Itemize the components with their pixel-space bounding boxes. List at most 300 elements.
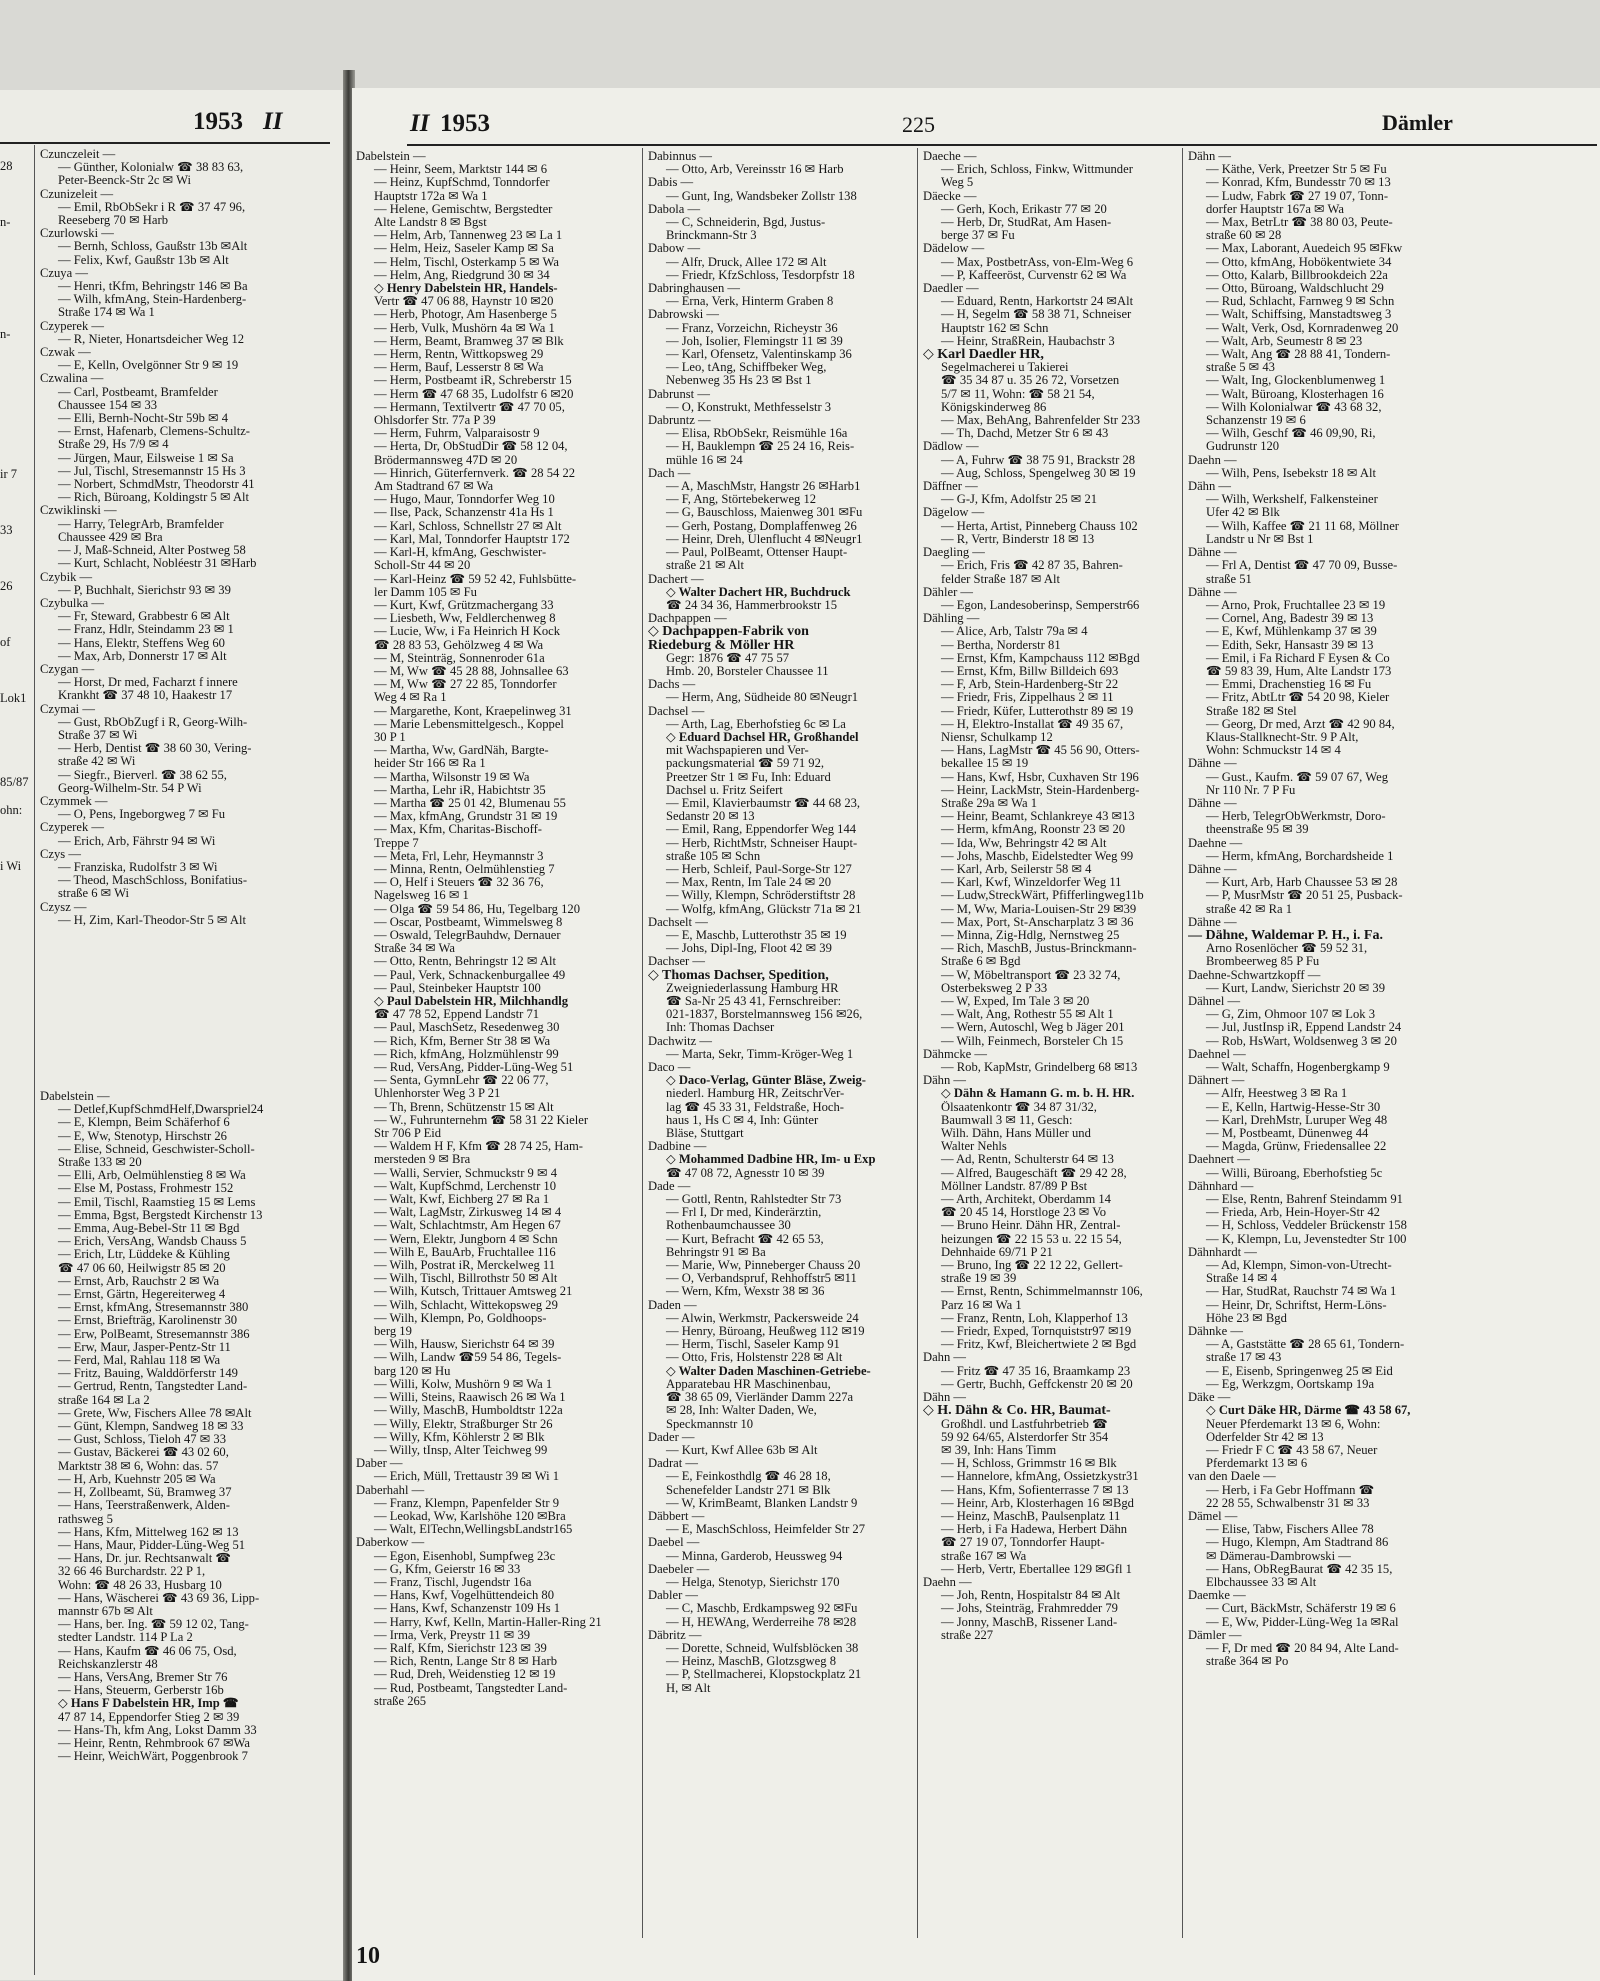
directory-entry: Speckmannstr 10 bbox=[666, 1417, 754, 1431]
directory-entry: — Franziska, Rudolfstr 3 ✉ Wi bbox=[58, 860, 218, 874]
directory-entry: — Ernst, Rentn, Schimmelmannstr 106, bbox=[941, 1285, 1143, 1299]
directory-entry: Königskinderweg 86 bbox=[941, 400, 1047, 414]
directory-entry: — Walli, Servier, Schmuckstr 9 ✉ 4 bbox=[374, 1166, 557, 1180]
directory-entry: — H, Segelm ☎ 58 38 71, Schneiser bbox=[941, 308, 1132, 322]
directory-entry: H, ✉ Alt bbox=[666, 1681, 711, 1695]
left-column-rule bbox=[34, 145, 35, 1975]
directory-entry: — Franz, Vorzeichn, Richeystr 36 bbox=[666, 321, 838, 335]
directory-entry: — H, Schloss, Veddeler Brückenstr 158 bbox=[1206, 1219, 1407, 1233]
directory-entry: — Herm, Rentn, Wittkopsweg 29 bbox=[374, 348, 544, 362]
column-rule-1 bbox=[642, 148, 643, 1938]
directory-entry: — Aug, Schloss, Spengelweg 30 ✉ 19 bbox=[941, 466, 1136, 480]
directory-entry: — P, Buchhalt, Sierichstr 93 ✉ 39 bbox=[58, 583, 231, 597]
directory-entry: rathsweg 5 bbox=[58, 1512, 113, 1526]
directory-entry: — Wern, Autoschl, Weg b Jäger 201 bbox=[941, 1021, 1125, 1035]
directory-entry: 5/7 ✉ 11, Wohn: ☎ 58 21 54, bbox=[941, 387, 1095, 401]
directory-entry: Nr 110 Nr. 7 P Fu bbox=[1206, 783, 1296, 797]
surname-heading: van den Daele — bbox=[1188, 1470, 1276, 1484]
directory-entry: ☎ 59 83 39, Hum, Alte Landstr 173 bbox=[1206, 664, 1392, 678]
surname-heading: Dabola — bbox=[648, 202, 701, 216]
directory-entry: — H, Zollbeamt, Sü, Bramweg 37 bbox=[58, 1486, 232, 1500]
directory-entry: — Wilh, Hausw, Sierichstr 64 ✉ 39 bbox=[374, 1338, 555, 1352]
directory-entry: — Alfr, Heestweg 3 ✉ Ra 1 bbox=[1206, 1087, 1348, 1101]
directory-entry: — Else M, Postass, Frohmestr 152 bbox=[58, 1182, 234, 1196]
directory-entry: dorfer Hauptstr 167a ✉ Wa bbox=[1206, 202, 1345, 216]
surname-heading: Däke — bbox=[1188, 1391, 1231, 1405]
directory-entry: Wohn: Schmuckstr 14 ✉ 4 bbox=[1206, 744, 1341, 758]
directory-entry: straße 21 ✉ Alt bbox=[666, 559, 745, 573]
directory-entry: — Erich, Schloss, Finkw, Wittmunder bbox=[941, 163, 1133, 177]
directory-entry: Hauptstr 162 ✉ Schn bbox=[941, 321, 1049, 335]
directory-entry: — Heinr, WeichWärt, Poggenbrook 7 bbox=[58, 1750, 248, 1764]
directory-entry: — Erna, Verk, Hinterm Graben 8 bbox=[666, 295, 834, 309]
surname-heading: Dabow — bbox=[648, 242, 701, 256]
left-page bbox=[0, 90, 345, 1980]
directory-entry: — Hans, Wäscherei ☎ 43 69 36, Lipp- bbox=[58, 1591, 260, 1605]
directory-entry: ☎ 20 45 14, Horstloge 23 ✉ Vo bbox=[941, 1206, 1107, 1220]
directory-entry: — Emil, Rang, Eppendorfer Weg 144 bbox=[666, 823, 857, 837]
directory-entry: — Carl, Postbeamt, Bramfelder bbox=[58, 385, 218, 399]
directory-entry: — Erich, VersAng, Wandsb Chauss 5 bbox=[58, 1235, 247, 1249]
surname-heading: Dadrat — bbox=[648, 1457, 699, 1471]
right-column-4 bbox=[1188, 150, 1446, 1668]
directory-entry: Ufer 42 ✉ Blk bbox=[1206, 506, 1280, 520]
directory-entry: — Ferd, Mal, Rahlau 118 ✉ Wa bbox=[58, 1354, 221, 1368]
directory-entry: — Fritz, Kwf, Bleichertwiete 2 ✉ Bgd bbox=[941, 1338, 1137, 1352]
directory-entry: — Irma, Verk, Preystr 11 ✉ 39 bbox=[374, 1628, 531, 1642]
directory-entry: Straße 6 ✉ Bgd bbox=[941, 955, 1021, 969]
directory-entry: — Oswald, TelegrBauhdw, Dernauer bbox=[374, 928, 561, 942]
directory-entry: — Arth, Lag, Eberhofstieg 6c ✉ La bbox=[666, 717, 846, 731]
directory-entry: — Gust, RbObZugf i R, Georg-Wilh- bbox=[58, 715, 248, 729]
surname-heading: Dachsel — bbox=[648, 704, 705, 718]
directory-entry: — Herta, Dr, ObStudDir ☎ 58 12 04, bbox=[374, 440, 568, 454]
surname-heading: Czuya — bbox=[40, 266, 88, 280]
directory-entry: — Hans, ObRegBaurat ☎ 42 35 15, bbox=[1206, 1562, 1393, 1576]
directory-entry: — Th, Dachd, Metzer Str 6 ✉ 43 bbox=[941, 427, 1109, 441]
directory-entry: Pferdemarkt 13 ✉ 6 bbox=[1206, 1457, 1308, 1471]
directory-entry: — Karl-H, kfmAng, Geschwister- bbox=[374, 546, 547, 560]
directory-entry: — Egon, Eisenhobl, Sumpfweg 23c bbox=[374, 1549, 556, 1563]
directory-entry: — E, Kwf, Mühlenkamp 37 ✉ 39 bbox=[1206, 625, 1377, 639]
directory-entry: — Paul, Steinbeker Hauptstr 100 bbox=[374, 981, 541, 995]
firm-entry: ◇ Mohammed Dadbine HR, Im- u Exp bbox=[666, 1153, 876, 1167]
directory-entry: — Rich, MaschB, Justus-Brinckmann- bbox=[941, 942, 1137, 956]
directory-entry: — E, Klempn, Beim Schäferhof 6 bbox=[58, 1116, 230, 1130]
directory-entry: — Fritz, Bauing, Walddörferstr 149 bbox=[58, 1367, 238, 1381]
surname-heading: Dädelow — bbox=[923, 242, 985, 256]
directory-entry: Schenefelder Landstr 271 ✉ Blk bbox=[666, 1483, 831, 1497]
directory-entry: — O, Verbandspruf, Rehhoffstr5 ✉11 bbox=[666, 1272, 857, 1286]
surname-heading: Dabinnus — bbox=[648, 150, 713, 163]
directory-entry: mühle 16 ✉ 24 bbox=[666, 453, 743, 467]
directory-entry: — Olga ☎ 59 54 86, Hu, Tegelbarg 120 bbox=[374, 902, 581, 916]
edge-fragment bbox=[0, 244, 34, 272]
directory-entry: — Max, PostbetrAss, von-Elm-Weg 6 bbox=[941, 255, 1134, 269]
directory-entry: — Gertrud, Rentn, Tangstedter Land- bbox=[58, 1380, 248, 1394]
directory-entry: — Elisa, RbObSekr, Reismühle 16a bbox=[666, 427, 848, 441]
directory-entry: — Leo, tAng, Schiffbeker Weg, bbox=[666, 361, 827, 375]
directory-entry: — C, Maschb, Erdkampsweg 92 ✉Fu bbox=[666, 1602, 858, 1616]
directory-entry: — Herb, i Fa Hadewa, Herbert Dähn bbox=[941, 1523, 1128, 1537]
directory-entry: — Otto, Fris, Holstenstr 228 ✉ Alt bbox=[666, 1351, 843, 1365]
directory-entry: — Franz, Tischl, Jugendstr 16a bbox=[374, 1575, 532, 1589]
directory-entry: Straße 29, Hs 7/9 ✉ 4 bbox=[58, 438, 169, 452]
directory-entry: — Bertha, Norderstr 81 bbox=[941, 638, 1061, 652]
directory-entry: — Walt, Ang ☎ 28 88 41, Tondern- bbox=[1206, 348, 1391, 362]
directory-entry: Brinckmann-Str 3 bbox=[666, 229, 757, 243]
firm-entry: ◇ Walter Dachert HR, Buchdruck bbox=[666, 585, 851, 599]
directory-entry: — A, Gaststätte ☎ 28 65 61, Tondern- bbox=[1206, 1338, 1405, 1352]
directory-entry: — Willy, Klempn, Schröderstiftstr 28 bbox=[666, 889, 856, 903]
edge-fragment bbox=[0, 664, 34, 692]
surname-heading: Daebel — bbox=[648, 1536, 700, 1550]
directory-entry: — Heinr, Dreh, Ulenflucht 4 ✉Neugr1 bbox=[666, 532, 863, 546]
directory-entry: — Georg, Dr med, Arzt ☎ 42 90 84, bbox=[1206, 717, 1395, 731]
directory-entry: — W, Möbeltransport ☎ 23 32 74, bbox=[941, 968, 1121, 982]
surname-heading: Dadbine — bbox=[648, 1140, 707, 1154]
directory-entry: — Frieda, Arb, Hein-Hoyer-Str 42 bbox=[1206, 1206, 1380, 1220]
directory-entry: — Emmi, Drachenstieg 16 ✉ Fu bbox=[1206, 678, 1372, 692]
directory-entry: — Margarethe, Kont, Kraepelinweg 31 bbox=[374, 704, 572, 718]
directory-entry: — P, Kaffeeröst, Curvenstr 62 ✉ Wa bbox=[941, 268, 1127, 282]
directory-entry: — J, Maß-Schneid, Alter Postweg 58 bbox=[58, 544, 246, 558]
directory-entry: packungsmaterial ☎ 59 71 92, bbox=[666, 757, 825, 771]
surname-heading: Dahn — bbox=[923, 1351, 967, 1365]
firm-entry: ◇ Eduard Dachsel HR, Großhandel bbox=[666, 730, 859, 744]
directory-entry: — Walt, KupfSchmd, Lerchenstr 10 bbox=[374, 1179, 557, 1193]
directory-entry: — Rud, Schlacht, Farnweg 9 ✉ Schn bbox=[1206, 295, 1395, 309]
directory-entry: — Otto, Büroang, Waldschlucht 29 bbox=[1206, 282, 1384, 296]
edge-fragment: i Wi bbox=[0, 859, 22, 873]
directory-entry: — Karl, Arb, Seilerstr 58 ✉ 4 bbox=[941, 862, 1092, 876]
directory-entry: — Ernst, Kfm, Kampchauss 112 ✉Bgd bbox=[941, 651, 1140, 665]
directory-entry: Dachsel u. Fritz Seifert bbox=[666, 783, 783, 797]
directory-entry: — Egon, Landesoberinsp, Semperstr66 bbox=[941, 598, 1140, 612]
directory-entry: — C, Schneiderin, Bgd, Justus- bbox=[666, 216, 826, 230]
directory-entry: Baumwall 3 ✉ 11, Gesch: bbox=[941, 1113, 1073, 1127]
directory-entry: — Herb, RichtMstr, Schneiser Haupt- bbox=[666, 836, 858, 850]
directory-entry: — P, MusrMstr ☎ 20 51 25, Pusback- bbox=[1206, 889, 1403, 903]
directory-entry: — Gottl, Rentn, Rahlstedter Str 73 bbox=[666, 1193, 842, 1207]
right-header-roman: II bbox=[410, 110, 430, 137]
directory-entry: — Walt, Verk, Osd, Kornradenweg 20 bbox=[1206, 321, 1399, 335]
directory-entry: — Walt, Schlachtmstr, Am Hegen 67 bbox=[374, 1219, 561, 1233]
surname-heading: Dabelstein — bbox=[40, 1090, 110, 1103]
directory-entry: — Hans, LagMstr ☎ 45 56 90, Otters- bbox=[941, 744, 1140, 758]
surname-heading: Daden — bbox=[648, 1298, 697, 1312]
directory-entry: haus 1, Hs C ✉ 4, Inh: Günter bbox=[666, 1113, 819, 1127]
directory-entry: — Herb, Dentist ☎ 38 60 30, Vering- bbox=[58, 742, 252, 756]
surname-heading: Dabringhausen — bbox=[648, 282, 740, 296]
directory-entry: — Eg, Werkzgm, Oortskamp 19a bbox=[1206, 1377, 1375, 1391]
directory-entry: — Helm, Heiz, Saseler Kamp ✉ Sa bbox=[374, 242, 554, 256]
directory-entry: — E, MaschSchloss, Heimfelder Str 27 bbox=[666, 1523, 866, 1537]
directory-entry: — Wilh, Feinmech, Borsteler Ch 15 bbox=[941, 1034, 1124, 1048]
surname-heading: Czybulka — bbox=[40, 596, 105, 610]
directory-entry: — Fritz, AbtLtr ☎ 54 20 98, Kieler bbox=[1206, 691, 1390, 705]
directory-entry: Brombeerweg 85 P Fu bbox=[1206, 955, 1320, 969]
directory-entry: — Frl A, Dentist ☎ 47 70 09, Busse- bbox=[1206, 559, 1398, 573]
surname-heading: Czurlowski — bbox=[40, 227, 114, 241]
directory-entry: — O, Konstrukt, Methfesselstr 3 bbox=[666, 400, 832, 414]
directory-entry: Straße 174 ✉ Wa 1 bbox=[58, 306, 155, 320]
directory-entry: — Theod, MaschSchloss, Bonifatius- bbox=[58, 874, 248, 888]
directory-entry: — Bernh, Schloss, Gaußstr 13b ✉Alt bbox=[58, 240, 248, 254]
directory-entry: — Hans, Kfm, Sofienterrasse 7 ✉ 13 bbox=[941, 1483, 1129, 1497]
surname-heading: Dabelstein — bbox=[356, 150, 426, 163]
surname-heading: Daber — bbox=[356, 1457, 403, 1471]
directory-entry: theenstraße 95 ✉ 39 bbox=[1206, 823, 1309, 837]
left-header-rule bbox=[0, 142, 330, 144]
directory-entry: — Grete, Ww, Fischers Allee 78 ✉Alt bbox=[58, 1406, 252, 1420]
edge-fragment: ir 7 bbox=[0, 467, 18, 481]
edge-fragment bbox=[0, 916, 34, 944]
directory-entry: Krankht ☎ 37 48 10, Haakestr 17 bbox=[58, 689, 233, 703]
edge-fragment: 33 bbox=[0, 523, 13, 537]
surname-heading: Dähmcke — bbox=[923, 1047, 987, 1061]
directory-entry: — Walt, Ang, Rothestr 55 ✉ Alt 1 bbox=[941, 1008, 1114, 1022]
surname-heading: Daebeler — bbox=[648, 1562, 710, 1576]
directory-entry: Inh: Thomas Dachser bbox=[666, 1021, 775, 1035]
directory-entry: straße 42 ✉ Wi bbox=[58, 755, 136, 769]
right-page bbox=[352, 88, 1600, 1981]
directory-entry: — Kurt, Landw, Sierichstr 20 ✉ 39 bbox=[1206, 981, 1386, 995]
directory-entry: Str 706 P Eid bbox=[374, 1127, 442, 1141]
directory-entry: Niensr, Schulkamp 12 bbox=[941, 730, 1053, 744]
directory-entry: — Eduard, Rentn, Harkortstr 24 ✉Alt bbox=[941, 295, 1134, 309]
directory-entry: Straße 133 ✉ 20 bbox=[58, 1156, 142, 1170]
directory-entry: 59 92 64/65, Alsterdorfer Str 354 bbox=[941, 1430, 1109, 1444]
directory-entry: — Konrad, Kfm, Bundesstr 70 ✉ 13 bbox=[1206, 176, 1391, 190]
directory-entry: — Wilh, Schlacht, Wittekopsweg 29 bbox=[374, 1298, 558, 1312]
edge-fragment: of bbox=[0, 635, 11, 649]
directory-entry: — Alice, Arb, Talstr 79a ✉ 4 bbox=[941, 625, 1088, 639]
directory-entry: — F, Ang, Störtebekerweg 12 bbox=[666, 493, 817, 507]
directory-entry: — Karl, Schloss, Schnellstr 27 ✉ Alt bbox=[374, 519, 562, 533]
directory-entry: Gegr: 1876 ☎ 47 75 57 bbox=[666, 651, 790, 665]
directory-entry: — Wilh, Werkshelf, Falkensteiner bbox=[1206, 493, 1378, 507]
directory-entry: Hmb. 20, Borsteler Chaussee 11 bbox=[666, 664, 829, 678]
surname-heading: Dähnhard — bbox=[1188, 1179, 1254, 1193]
directory-entry: Preetzer Str 1 ✉ Fu, Inh: Eduard bbox=[666, 770, 831, 784]
directory-entry: stedter Landstr. 114 P La 2 bbox=[58, 1631, 193, 1645]
directory-entry: Vertr ☎ 47 06 88, Haynstr 10 ✉20 bbox=[374, 295, 554, 309]
directory-entry: — Wern, Kfm, Wexstr 38 ✉ 36 bbox=[666, 1285, 825, 1299]
directory-entry: — Marie Lebensmittelgesch., Koppel bbox=[374, 717, 564, 731]
directory-entry: Ohlsdorfer Str. 77a P 39 bbox=[374, 414, 496, 428]
firm-entry: ◇ Karl Daedler HR, bbox=[923, 348, 1044, 362]
directory-entry: — Walt, Ing, Glockenblumenweg 1 bbox=[1206, 374, 1386, 388]
surname-heading: Däffner — bbox=[923, 480, 978, 494]
directory-entry: Hauptstr 172a ✉ Wa 1 bbox=[374, 189, 488, 203]
directory-entry: Straße 37 ✉ Wi bbox=[58, 728, 138, 742]
directory-entry: Chaussee 429 ✉ Bra bbox=[58, 530, 163, 544]
surname-heading: Dähne — bbox=[1188, 915, 1237, 929]
directory-entry: berg 19 bbox=[374, 1325, 412, 1339]
directory-entry: — Helm, Arb, Tannenweg 23 ✉ La 1 bbox=[374, 229, 563, 243]
directory-entry: straße 51 bbox=[1206, 572, 1252, 586]
edge-fragment bbox=[0, 944, 34, 972]
right-column-1 bbox=[356, 150, 640, 1708]
directory-entry: — Arno, Prok, Fruchtallee 23 ✉ 19 bbox=[1206, 598, 1386, 612]
directory-entry: Neuer Pferdemarkt 13 ✉ 6, Wohn: bbox=[1206, 1417, 1381, 1431]
directory-entry: ☎ 24 34 36, Hammerbrookstr 15 bbox=[666, 598, 837, 612]
directory-entry: — Gunt, Ing, Wandsbeker Zollstr 138 bbox=[666, 189, 857, 203]
directory-entry: straße 227 bbox=[941, 1628, 994, 1642]
directory-entry: — Ernst, kfmAng, Stresemannstr 380 bbox=[58, 1301, 249, 1315]
directory-entry: — Horst, Dr med, Facharzt f innere bbox=[58, 676, 238, 690]
edge-fragment: ohn: bbox=[0, 803, 23, 817]
surname-heading: Dach — bbox=[648, 466, 691, 480]
directory-entry: — Gerh, Koch, Erikastr 77 ✉ 20 bbox=[941, 202, 1107, 216]
surname-heading: Daehne — bbox=[1188, 836, 1243, 850]
firm-entry: ◇ Hans F Dabelstein HR, Imp ☎ bbox=[58, 1697, 239, 1711]
directory-entry: Höhe 23 ✉ Bgd bbox=[1206, 1311, 1287, 1325]
directory-entry: — Rich, kfmAng, Holzmühlenstr 99 bbox=[374, 1047, 559, 1061]
directory-entry: — Ernst, Arb, Rauchstr 2 ✉ Wa bbox=[58, 1274, 220, 1288]
directory-entry: — Herb, Dr, StudRat, Am Hasen- bbox=[941, 216, 1112, 230]
directory-entry: Dehnhaide 69/71 P 21 bbox=[941, 1245, 1053, 1259]
directory-entry: Möllner Landstr. 87/89 P Bst bbox=[941, 1179, 1088, 1193]
directory-entry: — Willi, Büroang, Eberhofstieg 5c bbox=[1206, 1166, 1383, 1180]
edge-fragment bbox=[0, 608, 34, 636]
directory-entry: — Günther, Kolonialw ☎ 38 83 63, bbox=[58, 161, 244, 175]
directory-entry: Chaussee 154 ✉ 33 bbox=[58, 398, 158, 412]
directory-entry: — Erich, Fris ☎ 42 87 35, Bahren- bbox=[941, 559, 1123, 573]
directory-entry: Ölsaatenkontr ☎ 34 87 31/32, bbox=[941, 1100, 1097, 1114]
directory-entry: — Rich, Rentn, Lange Str 8 ✉ Harb bbox=[374, 1655, 557, 1669]
directory-entry: — Paul, Verk, Schnackenburgallee 49 bbox=[374, 968, 566, 982]
directory-entry: — Hannelore, kfmAng, Ossietzkystr31 bbox=[941, 1470, 1139, 1484]
directory-entry: — Willy, Kfm, Köhlerstr 2 ✉ Blk bbox=[374, 1430, 545, 1444]
firm-entry: ◇ Daco-Verlag, Günter Bläse, Zweig- bbox=[666, 1074, 866, 1088]
surname-heading: Czyperek — bbox=[40, 821, 104, 835]
surname-heading: Dähnke — bbox=[1188, 1325, 1243, 1339]
directory-entry: — Hans, Kfm, Mittelweg 162 ✉ 13 bbox=[58, 1525, 239, 1539]
surname-heading: Dade — bbox=[648, 1179, 691, 1193]
directory-entry: — Rud, Dreh, Weidenstieg 12 ✉ 19 bbox=[374, 1668, 556, 1682]
directory-entry: — Otto, Kalarb, Billbrookdeich 22a bbox=[1206, 268, 1388, 282]
surname-heading: Czymai — bbox=[40, 702, 95, 716]
edge-fragment bbox=[0, 748, 34, 776]
directory-entry: — Wilh E, BauArb, Fruchtallee 116 bbox=[374, 1245, 556, 1259]
edge-fragment: 85/87 bbox=[0, 775, 29, 789]
directory-entry: — Hans, Steuerm, Gerberstr 16b bbox=[58, 1684, 224, 1698]
directory-entry: Wilh. Dähn, Hans Müller und bbox=[941, 1127, 1091, 1141]
directory-entry: — Herb, i Fa Gebr Hoffmann ☎ bbox=[1206, 1483, 1375, 1497]
edge-fragment bbox=[0, 496, 34, 524]
surname-heading: Daberhahl — bbox=[356, 1483, 425, 1497]
directory-entry: straße 105 ✉ Schn bbox=[666, 849, 761, 863]
directory-entry: — Rich, Büroang, Koldingstr 5 ✉ Alt bbox=[58, 491, 250, 505]
directory-entry: Großhdl. und Lastfuhrbetrieb ☎ bbox=[941, 1417, 1108, 1431]
directory-entry: — Rud, VersAng, Pidder-Lüng-Weg 51 bbox=[374, 1061, 574, 1075]
surname-heading: Dähne — bbox=[1188, 757, 1237, 771]
directory-entry: — Max, BetrLtr ☎ 38 80 03, Peute- bbox=[1206, 216, 1393, 230]
directory-entry: — Harry, Kwf, Kelln, Martin-Haller-Ring 21 bbox=[374, 1615, 602, 1629]
directory-entry: — Kurt, Kwf, Grützmachergang 33 bbox=[374, 598, 554, 612]
directory-entry: — Heinr, Beamt, Schlankreye 43 ✉13 bbox=[941, 810, 1135, 824]
directory-entry: — Kurt, Kwf Allee 63b ✉ Alt bbox=[666, 1443, 818, 1457]
directory-entry: — Erich, Ltr, Lüddeke & Kühling bbox=[58, 1248, 230, 1262]
directory-entry: — M, Ww ☎ 45 28 88, Johnsallee 63 bbox=[374, 664, 569, 678]
directory-entry: ☎ Sa-Nr 25 43 41, Fernschreiber: bbox=[666, 995, 842, 1008]
directory-entry: Arno Rosenlöcher ☎ 59 52 31, bbox=[1206, 942, 1368, 956]
directory-entry: — Hans, Elektr, Steffens Weg 60 bbox=[58, 636, 225, 650]
directory-entry: — Johs, Dipl-Ing, Floot 42 ✉ 39 bbox=[666, 942, 832, 956]
firm-entry: ◇ Dähn & Hamann G. m. b. H. HR. bbox=[941, 1087, 1135, 1101]
directory-entry: — Kurt, Befracht ☎ 42 65 53, bbox=[666, 1232, 824, 1246]
directory-entry: — Arth, Architekt, Oberdamm 14 bbox=[941, 1193, 1111, 1207]
surname-heading: Däbbert — bbox=[648, 1509, 705, 1523]
directory-entry: — Minna, Zig-Hdlg, Nernstweg 25 bbox=[941, 928, 1120, 942]
firm-entry: ◇ H. Dähn & Co. HR, Baumat- bbox=[923, 1404, 1111, 1418]
surname-heading: Däecke — bbox=[923, 189, 977, 203]
surname-heading: Dähn — bbox=[923, 1074, 967, 1088]
firm-entry: ◇ Henry Dabelstein HR, Handels- bbox=[374, 282, 558, 296]
directory-entry: — Wilh, Landw ☎59 54 86, Tegels- bbox=[374, 1351, 562, 1365]
directory-entry: straße 164 ✉ La 2 bbox=[58, 1393, 150, 1407]
directory-entry: Weg 5 bbox=[941, 176, 974, 190]
directory-entry: — Walt, Büroang, Klosterhagen 16 bbox=[1206, 387, 1384, 401]
directory-entry: niederl. Hamburg HR, ZeitschrVer- bbox=[666, 1087, 845, 1101]
directory-entry: — Helm, Tischl, Osterkamp 5 ✉ Wa bbox=[374, 255, 559, 269]
directory-entry: — Dorette, Schneid, Wulfsblöcken 38 bbox=[666, 1641, 859, 1655]
directory-entry: Reichskanzlerstr 48 bbox=[58, 1657, 158, 1671]
directory-entry: — Erich, Müll, Trettaustr 39 ✉ Wi 1 bbox=[374, 1470, 560, 1484]
directory-entry: Parz 16 ✉ Wa 1 bbox=[941, 1298, 1022, 1312]
surname-heading: Czygan — bbox=[40, 662, 95, 676]
directory-entry: — Lucie, Ww, i Fa Heinrich H Kock bbox=[374, 625, 561, 639]
directory-entry: ✉ Dämerau-Dambrowski — bbox=[1206, 1549, 1351, 1563]
surname-heading: Dader — bbox=[648, 1430, 695, 1444]
directory-entry: — G, Zim, Ohmoor 107 ✉ Lok 3 bbox=[1206, 1008, 1376, 1022]
directory-entry: — Heinr, LackMstr, Stein-Hardenberg- bbox=[941, 783, 1140, 797]
directory-entry: — Ernst, Hafenarb, Clemens-Schultz- bbox=[58, 425, 250, 439]
directory-entry: — Meta, Frl, Lehr, Heymannstr 3 bbox=[374, 849, 544, 863]
surname-heading: Dähnel — bbox=[1188, 995, 1241, 1008]
edge-fragment: n- bbox=[0, 215, 11, 229]
left-column-b bbox=[40, 1090, 340, 1763]
directory-entry: — Kurt, Schlacht, Nobléestr 31 ✉Harb bbox=[58, 557, 257, 571]
directory-entry: — M, Steinträg, Sonnenroder 61a bbox=[374, 651, 545, 665]
surname-heading: Dähne — bbox=[1188, 585, 1237, 599]
directory-entry: — Hans, Kwf, Hsbr, Cuxhaven Str 196 bbox=[941, 770, 1139, 784]
directory-entry: — Martha, Lehr iR, Habichtstr 35 bbox=[374, 783, 546, 797]
edge-fragment bbox=[0, 720, 34, 748]
directory-entry: lag ☎ 45 33 31, Feldstraße, Hoch- bbox=[666, 1100, 844, 1114]
directory-entry: — E, Kelln, Ovelgönner Str 9 ✉ 19 bbox=[58, 359, 239, 373]
directory-entry: straße 42 ✉ Ra 1 bbox=[1206, 902, 1293, 916]
directory-entry: — Siegfr., Bierverl. ☎ 38 62 55, bbox=[58, 768, 227, 782]
directory-entry: — R, Vertr, Binderstr 18 ✉ 13 bbox=[941, 532, 1095, 546]
surname-heading: Dachs — bbox=[648, 678, 696, 692]
edge-fragment bbox=[0, 552, 34, 580]
directory-entry: — Helm, Ang, Riedgrund 30 ✉ 34 bbox=[374, 268, 550, 282]
directory-entry: Rothenbaumchaussee 30 bbox=[666, 1219, 791, 1233]
directory-entry: — Emil, Tischl, Raamstieg 15 ✉ Lems bbox=[58, 1195, 256, 1209]
directory-entry: — Wilh, Kaffee ☎ 21 11 68, Möllner bbox=[1206, 519, 1399, 533]
directory-entry: — Martha, Ww, GardNäh, Bargte- bbox=[374, 744, 549, 758]
directory-entry: straße 17 ✉ 43 bbox=[1206, 1351, 1282, 1365]
directory-entry: — Herm, Bauf, Lesserstr 8 ✉ Wa bbox=[374, 361, 544, 375]
directory-entry: Brödermannsweg 47D ✉ 20 bbox=[374, 453, 518, 467]
surname-heading: Daedler — bbox=[923, 282, 979, 296]
directory-entry: — P, Stellmacherei, Klopstockplatz 21 bbox=[666, 1668, 862, 1682]
directory-entry: — Karl, Kwf, Winzeldorfer Weg 11 bbox=[941, 876, 1122, 890]
directory-entry: — Max, BehAng, Bahrenfelder Str 233 bbox=[941, 414, 1141, 428]
